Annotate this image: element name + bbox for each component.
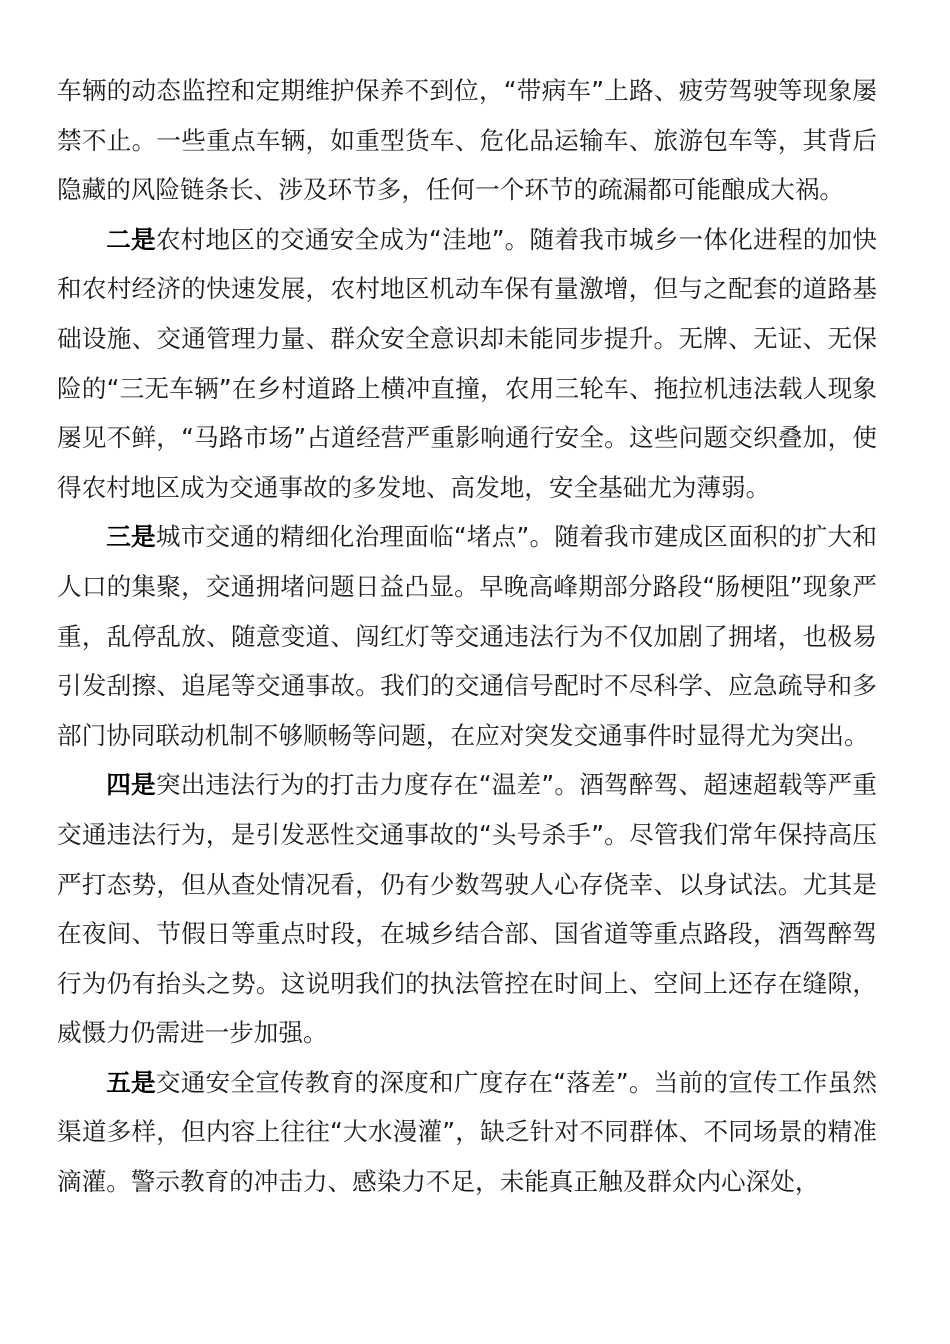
- paragraph-lead: 五是: [106, 1067, 156, 1097]
- paragraph-point-3: [57, 512, 877, 760]
- paragraph-point-4: [57, 760, 877, 1058]
- paragraph-text: 突出违法行为的打击力度存在“温差”。酒驾醉驾、超速超载等严重交通违法行为，是引发恶性交通事故的“头号杀手”。尽管我们常年保持高压严打态势，但从查处情况看，仍有少数驾驶人心存侥幸、以身试法。尤其是在夜间、节假日等重点时段，在城乡结合部、国省道等重点路段，酒驾醉驾行为仍有抬头之势。这说明我们的执法管控在时间上、空间上还存在缝隙，威慑力仍需进一步加强。: [57, 770, 877, 1048]
- paragraph-text: 农村地区的交通安全成为“洼地”。随着我市城乡一体化进程的加快和农村经济的快速发展，农村地区机动车保有量激增，但与之配套的道路基础设施、交通管理力量、群众安全意识却未能同步提升。无牌、无证、无保险的“三无车辆”在乡村道路上横冲直撞，农用三轮车、拖拉机违法载人现象屡见不鲜，“马路市场”占道经营严重影响通行安全。这些问题交织叠加，使得农村地区成为交通事故的多发地、高发地，安全基础尤为薄弱。: [57, 224, 877, 502]
- paragraph-lead: 四是: [106, 770, 156, 800]
- paragraph-text: 城市交通的精细化治理面临“堵点”。随着我市建成区面积的扩大和人口的集聚，交通拥堵问题日益凸显。早晚高峰期部分路段“肠梗阻”现象严重，乱停乱放、随意变道、闯红灯等交通违法行为不仅加剧了拥堵，也极易引发刮擦、追尾等交通事故。我们的交通信号配时不尽科学、应急疏导和多部门协同联动机制不够顺畅等问题，在应对突发交通事件时显得尤为突出。: [57, 522, 877, 750]
- paragraph-text: 车辆的动态监控和定期维护保养不到位，“带病车”上路、疲劳驾驶等现象屡禁不止。一些重点车辆，如重型货车、危化品运输车、旅游包车等，其背后隐藏的风险链条长、涉及环节多，任何一个环节的疏漏都可能酿成大祸。: [57, 76, 877, 205]
- paragraph-text: 交通安全宣传教育的深度和广度存在“落差”。当前的宣传工作虽然渠道多样，但内容上往往“大水漫灌”，缺乏针对不同群体、不同场景的精准滴灌。警示教育的冲击力、感染力不足，未能真正触及群众内心深处，: [57, 1067, 877, 1197]
- paragraph-lead: 二是: [106, 224, 156, 254]
- document-page: [57, 66, 877, 1207]
- paragraph-point-5: [57, 1058, 877, 1207]
- paragraph-point-2: [57, 215, 877, 513]
- paragraph-lead: 三是: [106, 522, 156, 552]
- paragraph-continuation: [57, 66, 877, 215]
